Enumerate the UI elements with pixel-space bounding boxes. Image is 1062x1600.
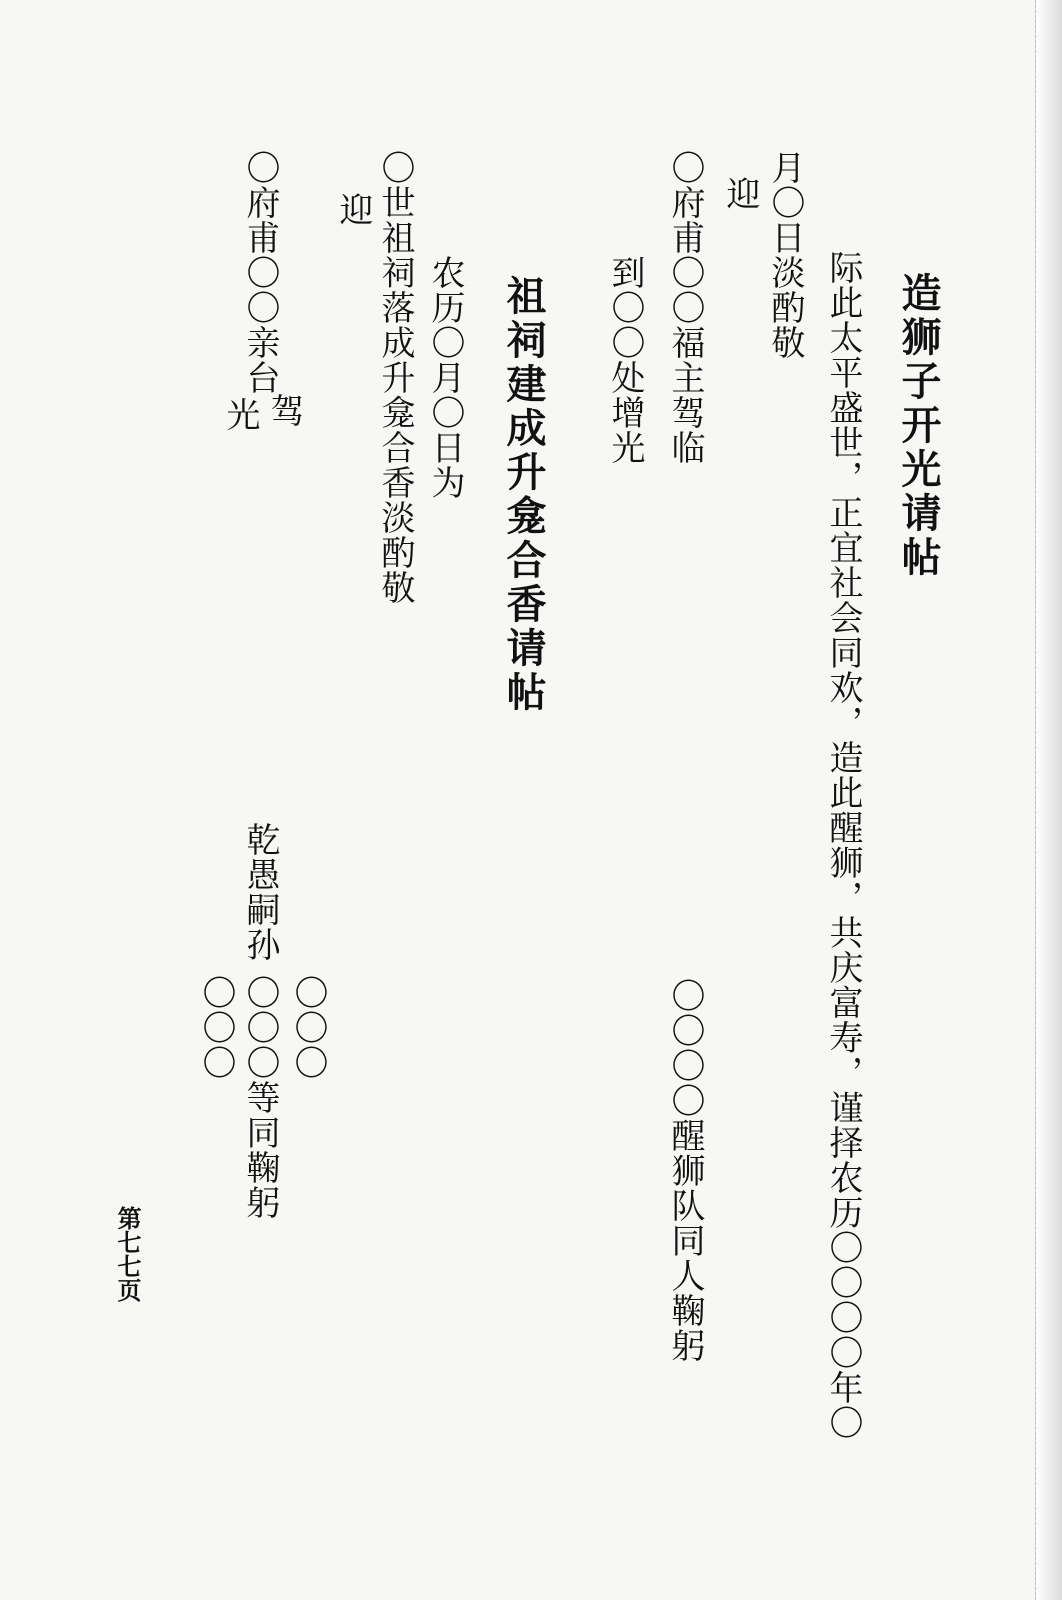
section1-line-3: 迎 <box>720 176 760 211</box>
section1-line-4: 〇府甫〇〇福主驾临 <box>665 150 705 465</box>
section2-signature-line-2: 〇〇〇等同鞠躬 <box>240 975 280 1220</box>
section2-signature-line-4: 〇〇〇 <box>196 975 236 1080</box>
section2-line-4: 〇府甫〇〇亲台 <box>240 150 280 395</box>
section1-line-5: 到〇〇处增光 <box>605 255 645 465</box>
section2-signature-line-1: 乾愚嗣孙 <box>240 822 280 962</box>
page-number: 第七七页 <box>113 1206 142 1302</box>
section1-title: 造狮子开光请帖 <box>895 272 941 580</box>
section2-line-2: 〇世祖祠落成升龛合香淡酌敬 <box>375 150 415 605</box>
section2-line-3: 迎 <box>333 192 373 227</box>
page-edge <box>1035 0 1062 1600</box>
section2-line-1: 农历〇月〇日为 <box>425 255 465 500</box>
section1-line-2: 月〇日淡酌敬 <box>765 150 805 360</box>
section1-signature: 〇〇〇〇醒狮队同人鞠躬 <box>665 978 705 1363</box>
section2-signature-line-3: 〇〇〇 <box>288 975 328 1080</box>
section2-line-4-jia: 驾 <box>264 393 304 428</box>
section2-title: 祖祠建成升龛合香请帖 <box>500 275 546 715</box>
section1-line-1: 际此太平盛世，正宜社会同欢，造此醒狮，共庆富寿，谨择农历〇〇〇〇年〇 <box>823 250 863 1440</box>
section2-line-4-guang: 光 <box>220 397 260 432</box>
